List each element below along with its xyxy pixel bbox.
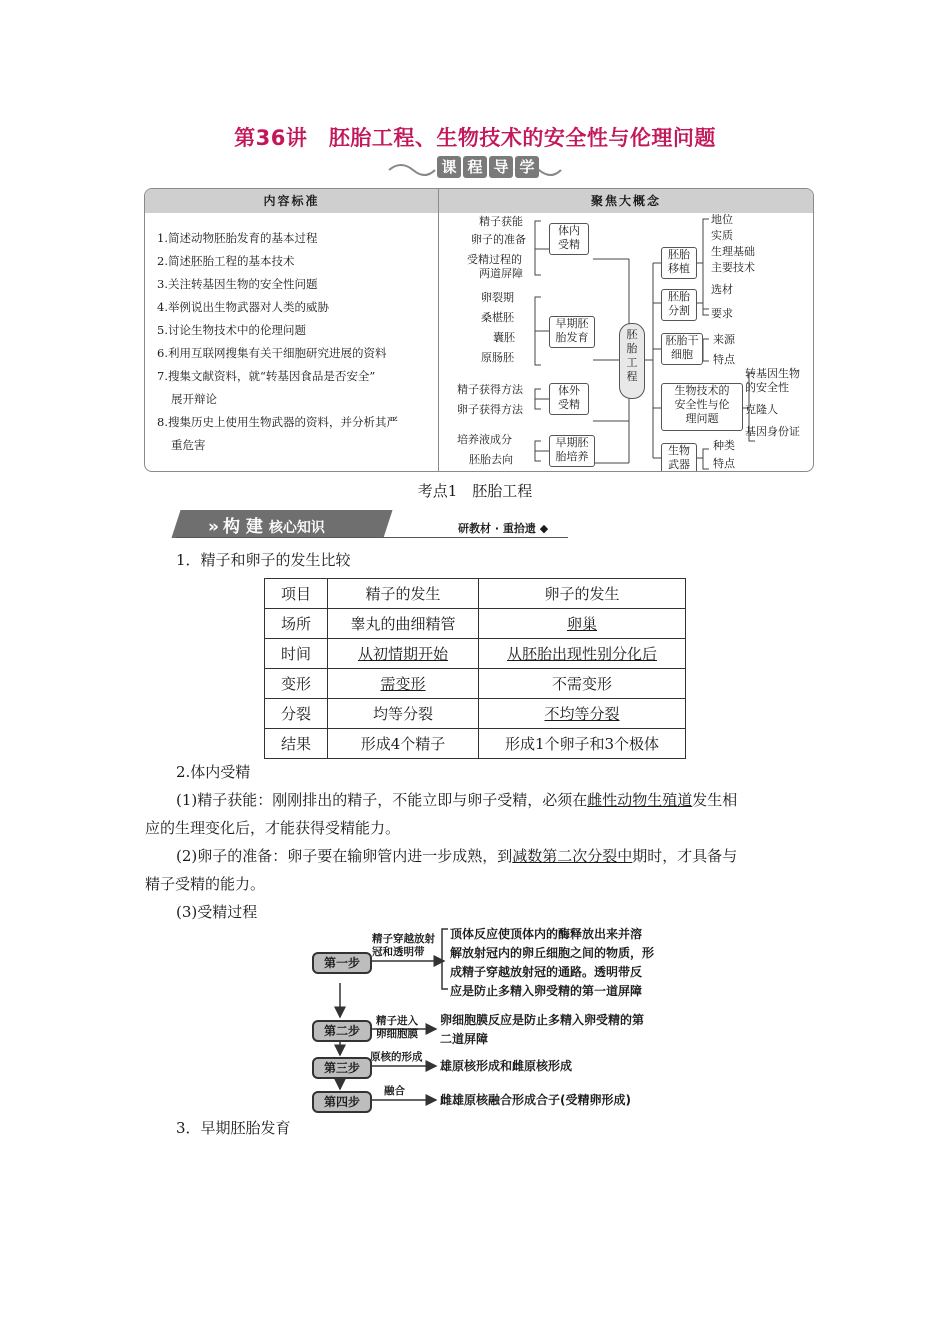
table-cell: 卵巢 [479, 609, 686, 639]
list-item: 6.利用互联网搜集有关干细胞研究进展的资料 [157, 346, 387, 360]
step-box: 第三步 [312, 1057, 372, 1079]
map-text: 两道屏障 [479, 267, 523, 280]
flow-label: 融合 [384, 1085, 405, 1097]
concept-node: 生物 武器 [661, 443, 697, 472]
table-cell: 形成4个精子 [328, 729, 479, 759]
concept-node: 体内 受精 [549, 223, 589, 255]
table-cell: 卵子的发生 [479, 579, 686, 609]
concept-node: 胚胎干 细胞 [661, 333, 703, 365]
map-text: 的安全性 [745, 381, 789, 394]
concept-node: 生物技术的 安全性与伦 理问题 [661, 383, 743, 431]
list-item: 5.讨论生物技术中的伦理问题 [157, 323, 306, 337]
concept-node: 体外 受精 [549, 383, 589, 415]
table-row [265, 669, 686, 699]
table-cell: 项目 [265, 579, 328, 609]
step-box: 第二步 [312, 1020, 372, 1042]
guide-char: 学 [515, 156, 539, 178]
center-node-embryo-engineering: 胚 胎 工 程 [619, 323, 645, 399]
map-text: 卵子获得方法 [457, 403, 523, 416]
concept-node: 早期胚 胎发育 [549, 316, 595, 348]
map-text: 种类 [713, 439, 735, 452]
table-row [265, 699, 686, 729]
overview-box [144, 188, 814, 472]
map-text: 桑椹胚 [481, 311, 514, 324]
table-cell: 结果 [265, 729, 328, 759]
item3-title: 3．早期胚胎发育 [176, 1119, 291, 1137]
paragraph: 精子受精的能力。 [145, 875, 266, 893]
flow-label: 精子进入 卵细胞膜 [376, 1015, 418, 1040]
guide-char: 程 [463, 156, 487, 178]
map-text: 特点 [713, 353, 735, 366]
concept-map [439, 213, 813, 471]
step-box: 第四步 [312, 1091, 372, 1113]
table-cell: 不均等分裂 [479, 699, 686, 729]
list-item: 8.搜集历史上使用生物武器的资料，并分析其严 [157, 415, 398, 429]
table-cell: 场所 [265, 609, 328, 639]
list-item: 2.简述胚胎工程的基本技术 [157, 254, 295, 268]
concept-node: 早期胚 胎培养 [549, 435, 595, 467]
map-text: 胚胎去向 [469, 453, 513, 466]
guide-char: 课 [437, 156, 461, 178]
flow-description: 雄原核形成和雌原核形成 [440, 1059, 573, 1073]
list-item: 展开辩论 [171, 392, 217, 406]
table-cell: 分裂 [265, 699, 328, 729]
map-text: 原肠胚 [481, 351, 514, 364]
table-row [265, 639, 686, 669]
paragraph: 应的生理变化后，才能获得受精能力。 [145, 819, 401, 837]
banner-rule [176, 537, 568, 538]
step-box: 第一步 [312, 952, 372, 974]
map-text: 精子获得方法 [457, 383, 523, 396]
standards-list [157, 227, 432, 457]
big-concept-header: 聚焦大概念 [439, 189, 813, 213]
course-guide-heading [385, 156, 565, 184]
map-text: 囊胚 [493, 331, 515, 344]
chevron-right-icon: » [208, 517, 219, 537]
diamond-icon: ◆ [539, 522, 549, 535]
map-text: 地位 [711, 213, 733, 226]
map-text: 卵子的准备 [471, 233, 526, 246]
table-cell: 精子的发生 [328, 579, 479, 609]
table-cell: 睾丸的曲细精管 [328, 609, 479, 639]
banner-subtitle: 研教材 · 重拾遗 ◆ [458, 522, 549, 535]
flow-description: 雌雄原核融合形成合子(受精卵形成) [440, 1093, 631, 1107]
section-title: 考点1 胚胎工程 [417, 482, 533, 500]
map-text: 生理基础 [711, 245, 755, 258]
list-item: 7.搜集文献资料，就“转基因食品是否安全” [157, 369, 376, 383]
map-text: 卵裂期 [481, 291, 514, 304]
list-item: 3.关注转基因生物的安全性问题 [157, 277, 318, 291]
map-text: 克隆人 [745, 403, 778, 416]
flow-description: 卵细胞膜反应是防止多精入卵受精的第 二道屏障 [440, 1013, 645, 1046]
paragraph: (3)受精过程 [176, 903, 258, 921]
map-text: 精子获能 [479, 215, 523, 228]
map-text: 培养液成分 [457, 433, 512, 446]
fertilization-flowchart [300, 925, 680, 1115]
map-text: 来源 [713, 333, 735, 346]
table-cell: 需变形 [328, 669, 479, 699]
flow-label: 精子穿越放射 冠和透明带 [372, 933, 435, 958]
table-cell: 变形 [265, 669, 328, 699]
map-text: 转基因生物 [745, 367, 800, 380]
concept-node: 胚胎 移植 [661, 247, 697, 279]
map-text: 主要技术 [711, 261, 755, 274]
map-text: 特点 [713, 457, 735, 470]
table-cell: 形成1个卵子和3个极体 [479, 729, 686, 759]
flow-label: 原核的形成 [370, 1051, 423, 1063]
list-item: 重危害 [171, 438, 206, 452]
content-standard-header: 内容标准 [145, 189, 438, 213]
table-row [265, 579, 686, 609]
page-title: 第36讲 胚胎工程、生物技术的安全性与伦理问题 [234, 126, 716, 150]
table-row [265, 729, 686, 759]
table-cell: 不需变形 [479, 669, 686, 699]
paragraph: (2)卵子的准备：卵子要在输卵管内进一步成熟，到减数第二次分裂中期时，才具备与 [176, 847, 738, 865]
table-row [265, 609, 686, 639]
item2-title: 2.体内受精 [176, 763, 251, 781]
guide-char: 导 [489, 156, 513, 178]
paragraph: (1)精子获能：刚刚排出的精子，不能立即与卵子受精，必须在雌性动物生殖道发生相 [176, 791, 738, 809]
map-text: 要求 [711, 307, 733, 320]
list-item: 1.简述动物胚胎发育的基本过程 [157, 231, 318, 245]
map-text: 实质 [711, 229, 733, 242]
concept-node: 胚胎 分割 [661, 289, 697, 321]
map-text: 选材 [711, 283, 733, 296]
table-cell: 从胚胎出现性别分化后 [479, 639, 686, 669]
item1-title: 1．精子和卵子的发生比较 [176, 551, 351, 569]
table-cell: 从初情期开始 [328, 639, 479, 669]
banner-title: » 构 建 核心知识 [208, 517, 325, 537]
table-cell: 时间 [265, 639, 328, 669]
sperm-egg-compare-table [264, 578, 686, 759]
table-cell: 均等分裂 [328, 699, 479, 729]
map-text: 基因身份证 [745, 425, 800, 438]
map-text: 受精过程的 [467, 253, 522, 266]
list-item: 4.举例说出生物武器对人类的威胁 [157, 300, 329, 314]
flow-description: 顶体反应使顶体内的酶释放出来并溶 解放射冠内的卵丘细胞之间的物质，形 成精子穿越放射冠的通路。透明带反 应是防止多精入卵受精的第一道屏障 [450, 927, 655, 998]
